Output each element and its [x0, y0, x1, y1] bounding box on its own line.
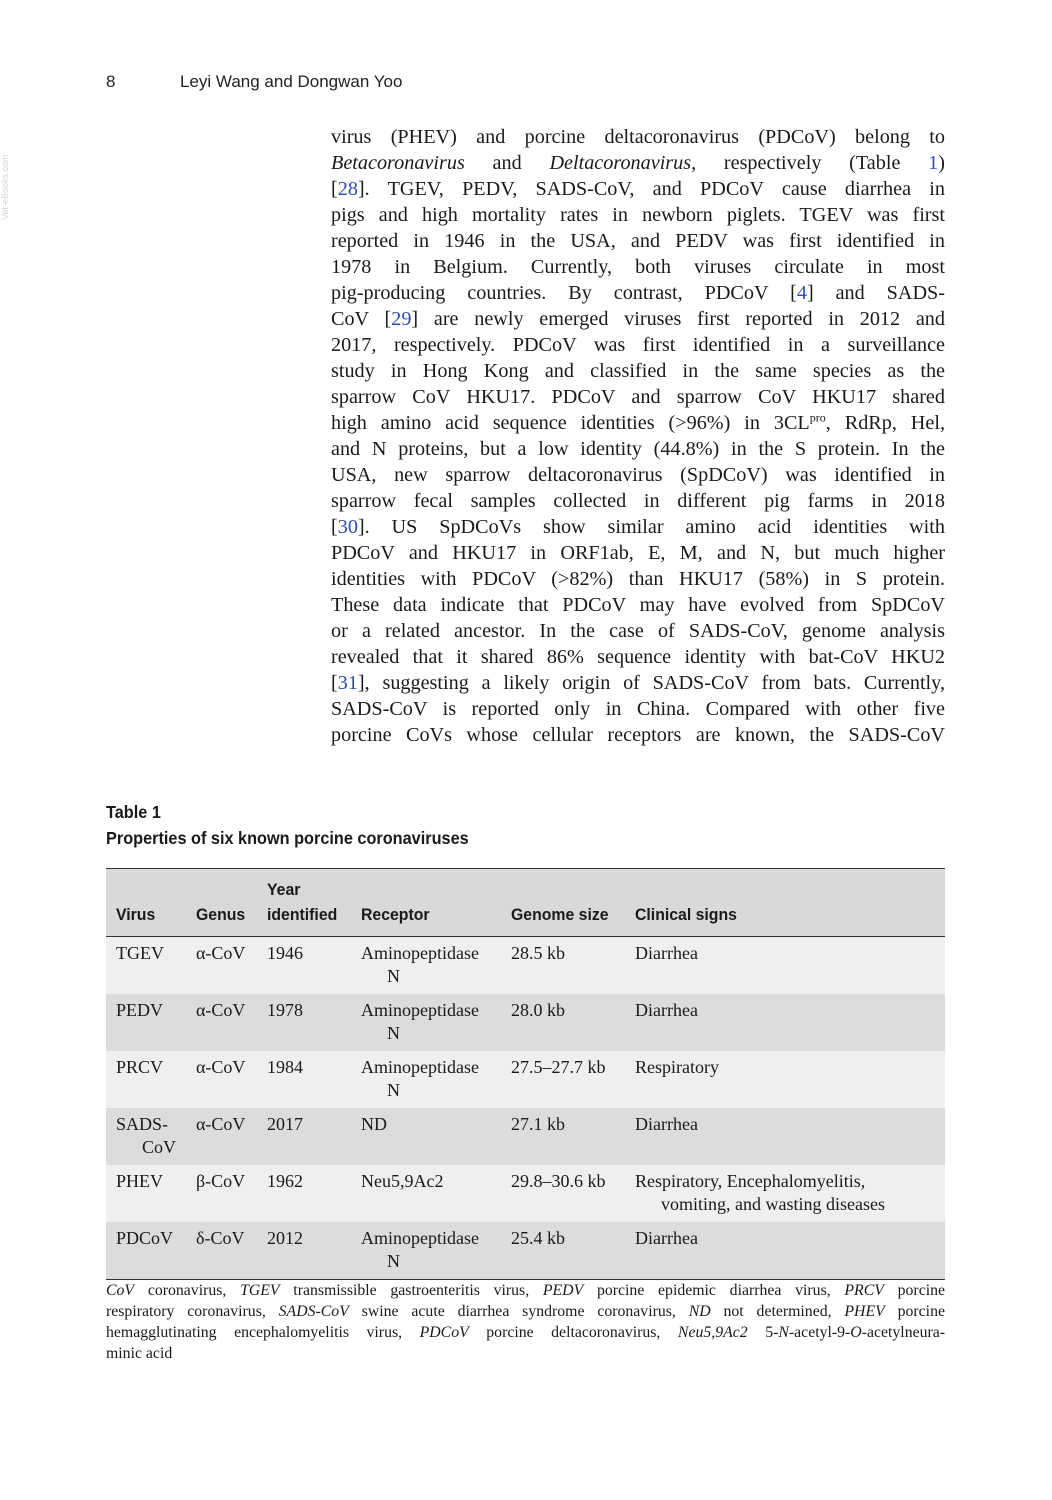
table-caption [106, 799, 496, 851]
table-title: Properties of six known porcine coronaviruses [106, 828, 469, 848]
col-header-genome: Genome size [501, 869, 625, 937]
cell-signs: Respiratory, Encephalomyelitis, vomiting, and wasting diseases [635, 1171, 885, 1214]
footnote-line: respiratory coronavirus, SADS-CoV swine acute diarrhea syndrome coronavirus, ND not determined, PHEV porcine [106, 1303, 945, 1320]
cell-genome: 27.1 kb [511, 1114, 565, 1134]
cell-year: 1978 [267, 1000, 303, 1020]
cell-receptor: Neu5,9Ac2 [361, 1171, 444, 1191]
body-line: reported in 1946 in the USA, and PEDV was first identified in [331, 230, 945, 252]
properties-table [106, 868, 945, 1280]
body-line: SADS-CoV is reported only in China. Compared with other five [331, 698, 945, 720]
body-line: [28]. TGEV, PEDV, SADS-CoV, and PDCoV cause diarrhea in [331, 178, 945, 200]
body-line: study in Hong Kong and classified in the same species as the [331, 360, 945, 382]
cell-virus: SADS- CoV [116, 1114, 177, 1157]
body-line: [31], suggesting a likely origin of SADS-CoV from bats. Currently, [331, 672, 945, 694]
cell-receptor: ND [361, 1114, 387, 1134]
cell-genome: 25.4 kb [501, 1222, 625, 1280]
cell-signs: Diarrhea [635, 1000, 698, 1020]
citation-link[interactable]: 29 [391, 308, 412, 330]
body-line: revealed that it shared 86% sequence identity with bat-CoV HKU2 [331, 646, 945, 668]
cell-virus: PHEV [116, 1171, 164, 1191]
table-label: Table 1 [106, 802, 161, 822]
cell-virus: PRCV [116, 1057, 164, 1077]
body-line: porcine CoVs whose cellular receptors are known, the SADS-CoV [331, 724, 945, 746]
citation-link[interactable]: 28 [337, 178, 358, 200]
cell-genus: β-CoV [196, 1171, 246, 1191]
cell-genus: α-CoV [196, 943, 246, 963]
col-header-genus: Genus [186, 869, 257, 937]
body-line: PDCoV and HKU17 in ORF1ab, E, M, and N, but much higher [331, 542, 945, 564]
cell-virus: PEDV [116, 1000, 164, 1020]
body-line: Betacoronavirus and Deltacoronavirus, respectively (Table 1) [331, 152, 945, 174]
cell-year: 1984 [267, 1057, 303, 1077]
cell-genome: 28.5 kb [511, 943, 565, 963]
body-line: pig-producing countries. By contrast, PDCoV [4] and SADS- [331, 282, 945, 304]
table-row [106, 994, 945, 1051]
cell-year: 1946 [267, 943, 303, 963]
cell-signs: Diarrhea [625, 1222, 945, 1280]
body-line: [30]. US SpDCoVs show similar amino acid identities with [331, 516, 945, 538]
cell-receptor: Aminopeptidase N [361, 1000, 479, 1043]
authors: Leyi Wang and Dongwan Yoo [180, 72, 403, 91]
cell-receptor: Aminopeptidase N [361, 943, 479, 986]
cell-genus: α-CoV [196, 1057, 246, 1077]
body-paragraph [331, 124, 945, 748]
cell-genus: α-CoV [196, 1000, 246, 1020]
body-line: USA, new sparrow deltacoronavirus (SpDCoV) was identified in [331, 464, 945, 486]
table-row [106, 937, 945, 995]
footnote-line: minic acid [106, 1345, 173, 1362]
cell-genome: 27.5–27.7 kb [511, 1057, 606, 1077]
table-row [106, 1222, 945, 1280]
body-line: identities with PDCoV (>82%) than HKU17 (58%) in S protein. [331, 568, 945, 590]
cell-signs: Respiratory [635, 1057, 719, 1077]
cell-signs: Diarrhea [635, 1114, 698, 1134]
running-head [106, 72, 402, 92]
body-line: CoV [29] are newly emerged viruses first reported in 2012 and [331, 308, 945, 330]
cell-virus: PDCoV [106, 1222, 186, 1280]
body-line: virus (PHEV) and porcine deltacoronavirus (PDCoV) belong to [331, 126, 945, 148]
table-footnote [106, 1280, 945, 1364]
cell-receptor: Aminopeptidase N [361, 1057, 479, 1100]
table-row [106, 1051, 945, 1108]
cell-genus: α-CoV [196, 1114, 246, 1134]
cell-signs: Diarrhea [635, 943, 698, 963]
body-line: 2017, respectively. PDCoV was first identified in a surveillance [331, 334, 945, 356]
table-row [106, 1108, 945, 1165]
body-line: 1978 in Belgium. Currently, both viruses circulate in most [331, 256, 945, 278]
citation-link[interactable]: 30 [337, 516, 358, 538]
cell-receptor: Aminopeptidase N [351, 1222, 501, 1280]
cell-year: 2012 [257, 1222, 351, 1280]
table-header-row [106, 869, 945, 937]
col-header-year: Year identified [257, 869, 351, 937]
watermark: Vet-eBooks.com [0, 154, 10, 220]
cell-year: 2017 [267, 1114, 303, 1134]
citation-link[interactable]: 31 [337, 672, 358, 694]
cell-genome: 28.0 kb [511, 1000, 565, 1020]
body-line: These data indicate that PDCoV may have evolved from SpDCoV [331, 594, 945, 616]
col-header-receptor: Receptor [351, 869, 501, 937]
footnote-line: CoV coronavirus, TGEV transmissible gastroenteritis virus, PEDV porcine epidemic diarrhea virus, PRCV porcine [106, 1282, 945, 1299]
cell-genus: δ-CoV [186, 1222, 257, 1280]
table-row [106, 1165, 945, 1222]
table-link[interactable]: 1 [928, 152, 939, 174]
body-line: or a related ancestor. In the case of SADS-CoV, genome analysis [331, 620, 945, 642]
col-header-signs: Clinical signs [625, 869, 945, 937]
footnote-line: hemagglutinating encephalomyelitis virus, PDCoV porcine deltacoronavirus, Neu5,9Ac2 5-N-acetyl-9-O-acetylneura- [106, 1324, 946, 1341]
body-line: high amino acid sequence identities (>96%) in $3CL^{pro}$, RdRp, Hel, [331, 410, 945, 434]
body-line: pigs and high mortality rates in newborn piglets. TGEV was first [331, 204, 945, 226]
page-number: 8 [106, 72, 116, 91]
body-line: sparrow CoV HKU17. PDCoV and sparrow CoV HKU17 shared [331, 386, 945, 408]
citation-link[interactable]: 4 [796, 282, 807, 304]
cell-year: 1962 [267, 1171, 303, 1191]
body-line: and N proteins, but a low identity (44.8%) in the S protein. In the [331, 438, 945, 460]
body-line: sparrow fecal samples collected in different pig farms in 2018 [331, 490, 945, 512]
cell-virus: TGEV [116, 943, 164, 963]
col-header-virus: Virus [106, 869, 186, 937]
cell-genome: 29.8–30.6 kb [511, 1171, 606, 1191]
